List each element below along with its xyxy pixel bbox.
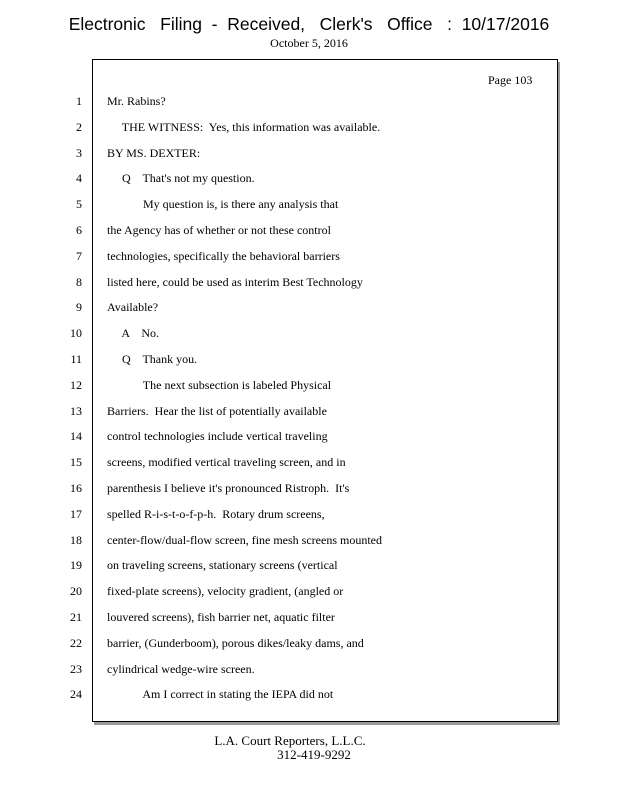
line-number: 10 [70,326,82,340]
line-number: 16 [70,481,82,495]
line-number: 6 [76,223,82,237]
line-number: 12 [70,378,82,392]
line-number: 1 [76,94,82,108]
transcript-line-text: center-flow/dual-flow screen, fine mesh screens mounted [107,533,382,547]
transcript-line-text: louvered screens), fish barrier net, aquatic filter [107,610,335,624]
line-number: 8 [76,275,82,289]
line-number: 7 [76,249,82,263]
page-number: Page 103 [488,73,533,87]
transcript-line-text: the Agency has of whether or not these control [107,223,331,237]
transcript-line-text: parenthesis I believe it's pronounced Ristroph. It's [107,481,350,495]
line-number: 2 [76,120,82,134]
line-number: 23 [70,662,82,676]
transcript-line-text: Q That's not my question. [107,171,255,185]
transcript-line-text: cylindrical wedge-wire screen. [107,662,255,676]
line-number: 18 [70,533,82,547]
transcript-line-text: THE WITNESS: Yes, this information was available. [107,120,381,134]
transcript-line-text: technologies, specifically the behavioral barriers [107,249,340,263]
transcript-line-text: fixed-plate screens), velocity gradient, (angled or [107,584,344,598]
filing-stamp-header: Electronic Filing - Received, Clerk's Office : 10/17/2016 [68,14,550,34]
line-number: 17 [70,507,82,521]
transcript-line-text: Mr. Rabins? [107,94,166,108]
line-number: 22 [70,636,82,650]
transcript-line-text: Am I correct in stating the IEPA did not [107,687,334,701]
reporter-phone: 312-419-9292 [277,747,351,762]
line-number: 19 [70,558,82,572]
transcript-line-text: BY MS. DEXTER: [107,146,201,160]
line-number: 3 [76,146,82,160]
transcript-line-text: spelled R-i-s-t-o-f-p-h. Rotary drum screens, [107,507,325,521]
transcript-line-text: My question is, is there any analysis that [107,197,339,211]
transcript-line-text: on traveling screens, stationary screens (vertical [107,558,338,572]
transcript-line-text: barrier, (Gunderboom), porous dikes/leaky dams, and [107,636,364,650]
transcript-line-text: The next subsection is labeled Physical [107,378,332,392]
line-number: 5 [76,197,82,211]
line-number: 20 [70,584,82,598]
line-number: 13 [70,404,82,418]
transcript-line-text: listed here, could be used as interim Best Technology [107,275,363,289]
line-number: 11 [70,352,82,366]
line-number: 4 [76,171,82,185]
deposition-date: October 5, 2016 [270,36,348,50]
reporter-name: L.A. Court Reporters, L.L.C. [214,733,366,748]
transcript-line-text: A No. [107,326,160,340]
transcript-line-text: screens, modified vertical traveling screen, and in [107,455,346,469]
line-number: 15 [70,455,82,469]
line-number: 24 [70,687,82,701]
transcript-line-text: Available? [107,300,159,314]
transcript-line-text: Barriers. Hear the list of potentially available [107,404,327,418]
line-number: 21 [70,610,82,624]
line-number: 9 [76,300,82,314]
line-number: 14 [70,429,82,443]
transcript-line-text: Q Thank you. [107,352,198,366]
transcript-line-text: control technologies include vertical traveling [107,429,328,443]
